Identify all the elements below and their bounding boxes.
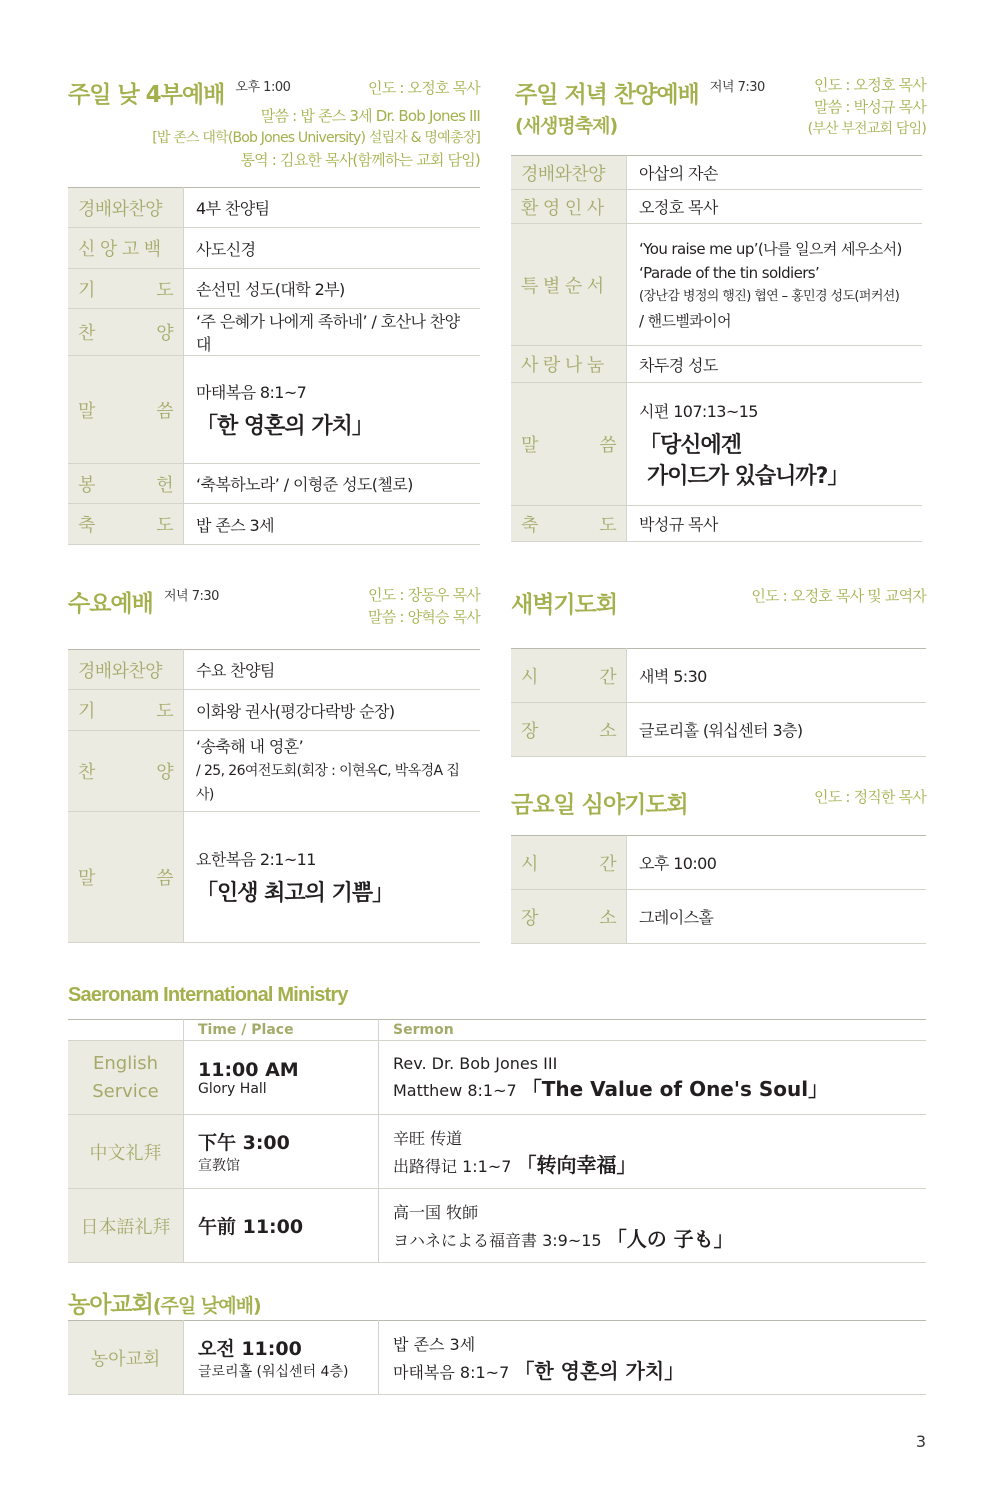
- sunday-day-meta: [240, 77, 480, 99]
- sermon-title: 「人の 子も」: [606, 1226, 734, 1251]
- service-time: 11:00 AM: [198, 1058, 299, 1081]
- leader-text: 인도 : 오정호 목사: [814, 76, 926, 94]
- sermon-title: 「한 영혼의 가치」: [514, 1358, 685, 1383]
- table-row: [511, 649, 926, 703]
- table-row: [511, 383, 922, 506]
- row-value: 글로리홀 (워십센터 3층): [627, 703, 927, 757]
- header-time-place: Time / Place: [184, 1020, 379, 1041]
- scripture-ref: 마태복음 8:1~7: [196, 382, 307, 402]
- row-label: 신 앙 고 백: [68, 228, 184, 269]
- table-row: [511, 224, 922, 346]
- row-label: 장 소: [511, 890, 627, 944]
- service-time: 오전 11:00: [198, 1338, 302, 1360]
- wednesday-table: [68, 649, 480, 943]
- sermon-title: 「转向幸福」: [516, 1152, 637, 1177]
- sermon-info: [379, 1321, 927, 1395]
- sermon-title: 「The Value of One's Soul」: [521, 1076, 829, 1101]
- special-line: ‘Parade of the tin soldiers’: [639, 263, 820, 282]
- table-row: [511, 156, 922, 190]
- sermon-title: 「당신에겐: [639, 432, 742, 458]
- section-title: 주일 낮 4부예배: [68, 82, 225, 108]
- row-value: [184, 731, 481, 812]
- speaker: 밥 존스 3세: [393, 1334, 476, 1354]
- row-label: 봉 헌: [68, 464, 184, 504]
- scripture-ref: ヨハネによる福音書 3:9~15: [393, 1230, 602, 1250]
- row-label: 환 영 인 사: [511, 190, 627, 224]
- dawn-leader: 인도 : 오정호 목사 및 교역자: [751, 587, 926, 605]
- section-subtitle: (주일 낮예배): [152, 1295, 261, 1317]
- friday-title: 금요일 심야기도회: [511, 792, 688, 818]
- row-label: 기 도: [68, 690, 184, 731]
- service-place: 글로리홀 (워십센터 4층): [198, 1364, 349, 1380]
- row-value: [184, 356, 481, 464]
- row-value: 오후 10:00: [627, 836, 927, 890]
- row-value: 아삽의 자손: [627, 156, 923, 190]
- row-label: 日本語礼拜: [68, 1189, 184, 1263]
- table-row: [68, 356, 480, 464]
- speaker: Rev. Dr. Bob Jones III: [393, 1053, 558, 1073]
- time-place: [184, 1189, 379, 1263]
- special-line: (장난감 병정의 행진) 협연 – 홍민경 성도(퍼커션): [639, 288, 900, 304]
- special-line: / 핸드벨콰이어: [639, 311, 731, 330]
- time-place: [184, 1321, 379, 1395]
- table-row: [68, 464, 480, 504]
- deaf-table: [68, 1320, 926, 1395]
- row-value: [627, 224, 923, 346]
- time-place: [184, 1115, 379, 1189]
- table-row: [68, 1189, 926, 1263]
- dawn-table: [511, 648, 926, 757]
- row-label: 사 랑 나 눔: [511, 346, 627, 383]
- friday-leader: 인도 : 정직한 목사: [814, 788, 926, 806]
- row-label: English Service: [68, 1041, 184, 1115]
- service-time: 오후 1:00: [235, 80, 291, 95]
- service-place: Glory Hall: [198, 1080, 267, 1097]
- deaf-header: [68, 1286, 261, 1319]
- table-row: [68, 1041, 926, 1115]
- wednesday-header: [68, 585, 318, 618]
- preacher-text: 말씀 : 박성규 목사: [814, 98, 926, 116]
- row-value: 수요 찬양팀: [184, 650, 481, 690]
- section-subtitle: (새생명축제): [515, 115, 618, 137]
- service-time: 저녁 7:30: [163, 589, 219, 604]
- praise-line: ‘송축해 내 영혼’: [196, 737, 304, 756]
- row-value: [184, 812, 481, 943]
- preacher-text: 말씀 : 밥 존스 3세 Dr. Bob Jones III: [260, 107, 480, 125]
- row-value: 새벽 5:30: [627, 649, 927, 703]
- row-label: 경배와찬양: [511, 156, 627, 190]
- friday-table: [511, 835, 926, 944]
- section-title: 농아교회: [68, 1292, 153, 1318]
- row-value: 손선민 성도(대학 2부): [184, 269, 481, 309]
- service-time: 下午 3:00: [198, 1132, 290, 1154]
- table-row: [68, 731, 480, 812]
- table-row: [511, 506, 922, 542]
- table-row: [511, 703, 926, 757]
- leader-text: 인도 : 장동우 목사: [368, 586, 480, 604]
- special-line: ‘You raise me up’(나를 일으켜 세우소서): [639, 239, 902, 258]
- row-value: ‘축복하노라’ / 이형준 성도(첼로): [184, 464, 481, 504]
- section-title: 주일 저녁 찬양예배: [515, 82, 699, 108]
- table-row: [68, 1115, 926, 1189]
- wednesday-meta: [300, 584, 480, 628]
- header-sermon: Sermon: [379, 1020, 927, 1041]
- sermon-title: 「한 영혼의 가치」: [196, 413, 373, 439]
- row-label: 시 간: [511, 836, 627, 890]
- row-label: 경배와찬양: [68, 188, 184, 228]
- table-header-row: [68, 1020, 926, 1041]
- row-label: 기 도: [68, 269, 184, 309]
- scripture-ref: Matthew 8:1~7: [393, 1080, 517, 1100]
- row-value: 그레이스홀: [627, 890, 927, 944]
- row-value: 박성규 목사: [627, 506, 923, 542]
- row-label: 말 씀: [68, 812, 184, 943]
- row-label: 축 도: [68, 504, 184, 545]
- row-label: 농아교회: [68, 1321, 184, 1395]
- row-value: 차두경 성도: [627, 346, 923, 383]
- row-value: 4부 찬양팀: [184, 188, 481, 228]
- row-label: 특 별 순 서: [511, 224, 627, 346]
- row-label: 찬 양: [68, 731, 184, 812]
- sunday-evening-table: [511, 155, 922, 542]
- row-label: 경배와찬양: [68, 650, 184, 690]
- table-row: [68, 650, 480, 690]
- row-value: ‘주 은혜가 나에게 족하네’ / 호산나 찬양대: [184, 309, 481, 356]
- row-value: 사도신경: [184, 228, 481, 269]
- international-table: [68, 1019, 926, 1263]
- service-time: 저녁 7:30: [709, 80, 765, 95]
- table-row: [68, 690, 480, 731]
- row-label: 찬 양: [68, 309, 184, 356]
- table-row: [68, 1321, 926, 1395]
- sunday-day-table: [68, 187, 480, 545]
- table-row: [68, 269, 480, 309]
- row-label: 장 소: [511, 703, 627, 757]
- table-row: [68, 309, 480, 356]
- row-label: 축 도: [511, 506, 627, 542]
- time-place: [184, 1041, 379, 1115]
- row-value: 이화왕 권사(평강다락방 순장): [184, 690, 481, 731]
- sermon-title: 가이드가 있습니까?」: [647, 463, 849, 489]
- page-number: 3: [915, 1432, 926, 1451]
- preacher-note: (부산 부전교회 담임): [807, 121, 926, 137]
- speaker: 高一国 牧師: [393, 1202, 479, 1222]
- leader-text: 인도 : 오정호 목사: [368, 79, 480, 97]
- scripture-ref: 시편 107:13~15: [639, 401, 758, 421]
- preacher-note: [밥 존스 대학(Bob Jones University) 설립자 & 명예총장]: [152, 130, 480, 146]
- sunday-day-preacher: [68, 105, 480, 171]
- scripture-ref: 出路得记 1:1~7: [393, 1156, 512, 1176]
- sermon-info: [379, 1115, 927, 1189]
- sermon-title: 「인생 최고의 기쁨」: [196, 881, 394, 906]
- translator-text: 통역 : 김요한 목사(함께하는 교회 담임): [240, 151, 480, 169]
- row-label: 中文礼拜: [68, 1115, 184, 1189]
- row-label: 말 씀: [511, 383, 627, 506]
- sermon-info: [379, 1041, 927, 1115]
- table-row: [511, 890, 926, 944]
- row-value: 밥 존스 3세: [184, 504, 481, 545]
- row-label: 시 간: [511, 649, 627, 703]
- table-row: [68, 188, 480, 228]
- international-title: Saeronam International Ministry: [68, 984, 348, 1006]
- scripture-ref: 요한복음 2:1~11: [196, 850, 316, 869]
- table-row: [68, 228, 480, 269]
- sunday-evening-meta: [760, 74, 926, 140]
- preacher-text: 말씀 : 양혁승 목사: [368, 608, 480, 626]
- table-row: [68, 504, 480, 545]
- table-row: [511, 190, 922, 224]
- dawn-title: 새벽기도회: [511, 592, 618, 618]
- table-row: [511, 346, 922, 383]
- row-label: 말 씀: [68, 356, 184, 464]
- table-row: [68, 812, 480, 943]
- row-value: 오정호 목사: [627, 190, 923, 224]
- scripture-ref: 마태복음 8:1~7: [393, 1362, 510, 1382]
- section-title: 수요예배: [68, 591, 153, 617]
- speaker: 辛旺 传道: [393, 1128, 463, 1148]
- praise-line: / 25, 26여전도회(회장 : 이현옥C, 박옥경A 집사): [196, 763, 460, 803]
- service-place: 宣教馆: [198, 1158, 240, 1174]
- table-row: [511, 836, 926, 890]
- row-value: [627, 383, 923, 506]
- sermon-info: [379, 1189, 927, 1263]
- header-blank: [68, 1020, 184, 1041]
- service-time: 午前 11:00: [198, 1216, 304, 1238]
